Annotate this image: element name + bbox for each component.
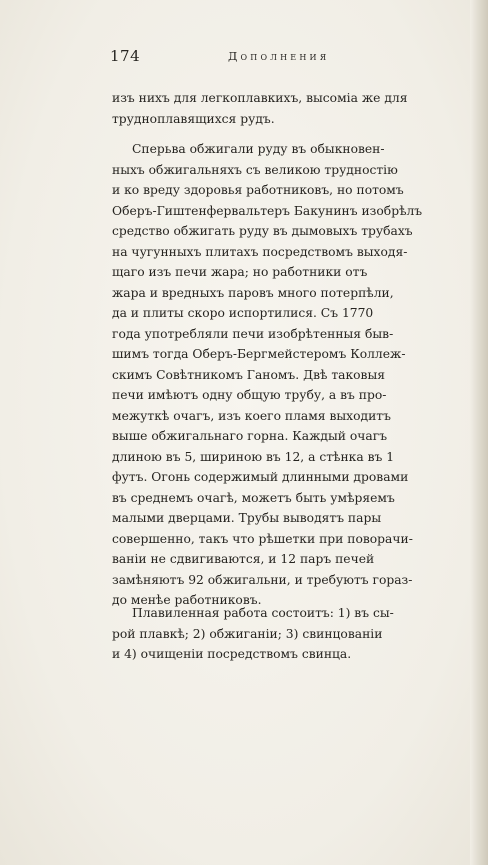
paragraph-3: [112, 603, 394, 665]
page-number: 174: [110, 47, 141, 65]
text-line: малыми дверцами. Трубы выводятъ пары: [112, 511, 382, 525]
text-line: замѣняютъ 92 обжигальни, и требуютъ гораз-: [112, 572, 413, 587]
text-line: въ среднемъ очагѣ, можетъ быть умѣряемъ: [112, 490, 395, 505]
text-line: да и плиты скоро испортилися. Съ 1770: [112, 306, 374, 320]
text-line: трудноплавящихся рудъ.: [112, 111, 275, 126]
text-line: совершенно, такъ что рѣшетки при поворачи-: [112, 531, 413, 546]
paragraph-2: [112, 139, 423, 611]
text-line: ныхъ обжигальняхъ съ великою трудностію: [112, 162, 398, 177]
paragraph-1: [112, 88, 408, 129]
text-line: Оберъ-Гиштенфервальтеръ Бакунинъ изобрѣлъ: [112, 203, 423, 218]
text-line: печи имѣютъ одну общую трубу, а въ про-: [112, 388, 387, 402]
page-header: [110, 47, 366, 67]
running-title: Дополнения: [228, 49, 330, 63]
text-line: межуткѣ очагъ, изъ коего пламя выходитъ: [112, 408, 391, 423]
text-line: жара и вредныхъ паровъ много потерпѣли,: [112, 285, 394, 300]
text-line: выше обжигальнаго горна. Каждый очагъ: [112, 429, 388, 443]
text-line: и ко вреду здоровья работниковъ, но потомъ: [112, 183, 404, 197]
text-line: щаго изъ печи жара; но работники отъ: [112, 265, 368, 279]
text-line: изъ нихъ для легкоплавкихъ, высоміа же для: [112, 91, 408, 105]
text-line: рой плавкѣ; 2) обжиганіи; 3) свинцованіи: [112, 626, 383, 641]
text-line: до менѣе работниковъ.: [112, 593, 262, 607]
text-line: ваніи не сдвигиваются, и 12 паръ печей: [112, 552, 375, 566]
text-line: средство обжигать руду въ дымовыхъ трубахъ: [112, 224, 413, 238]
text-line: футъ. Огонь содержимый длинными дровами: [112, 470, 409, 484]
text-line: скимъ Совѣтникомъ Ганомъ. Двѣ таковыя: [112, 367, 386, 382]
text-line: года употребляли печи изобрѣтенныя быв-: [112, 326, 394, 341]
text-line: шимъ тогда Оберъ-Бергмейстеромъ Коллеж-: [112, 347, 406, 361]
text-line: и 4) очищеніи посредствомъ свинца.: [112, 647, 352, 661]
page-gutter-shadow: [470, 0, 488, 865]
text-line: Сперьва обжигали руду въ обыкновен-: [132, 142, 385, 156]
text-line: на чугунныхъ плитахъ посредствомъ выходя-: [112, 244, 408, 259]
text-line: Плавиленная работа состоитъ: 1) въ сы-: [132, 606, 394, 620]
text-line: длиною въ 5, шириною въ 12, а стѣнка въ 1: [112, 449, 395, 464]
